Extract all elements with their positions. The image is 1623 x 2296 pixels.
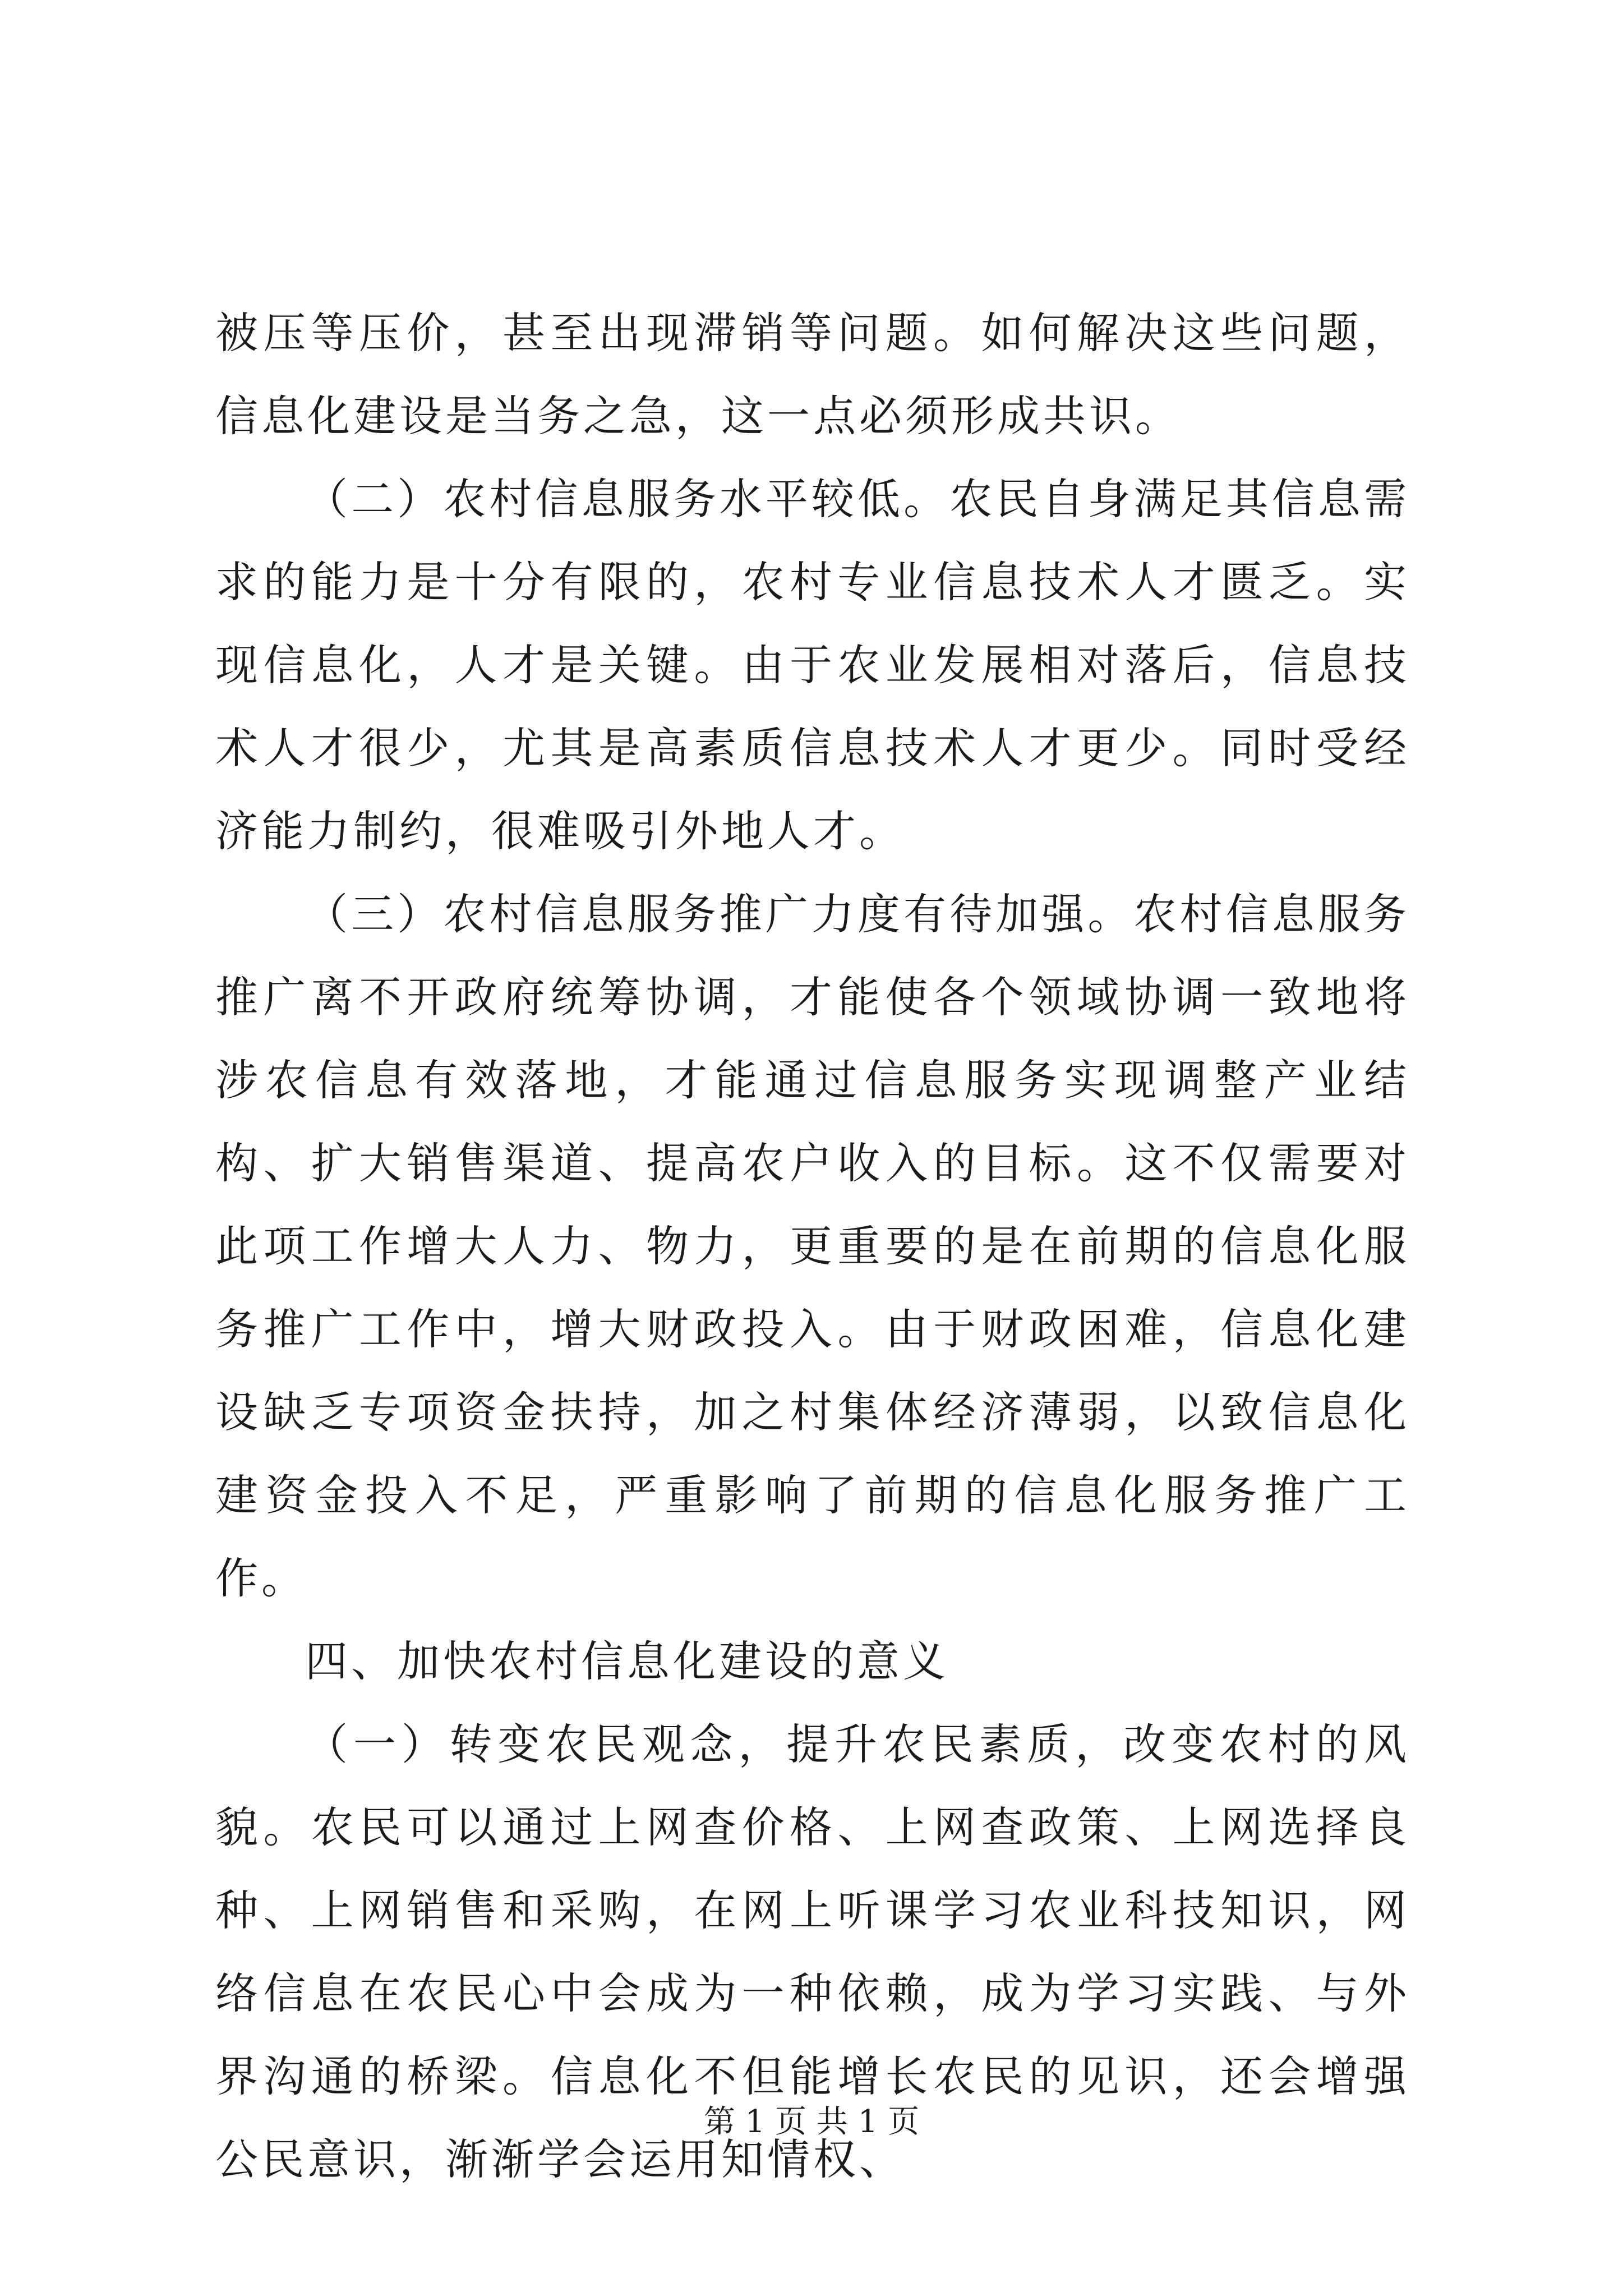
section-heading: 四、加快农村信息化建设的意义 <box>305 1636 949 1686</box>
paragraph-continuation: 被压等压价，甚至出现滞销等问题。如何解决这些问题，信息化建设是当务之急，这一点必须形成共识。 <box>215 308 1410 441</box>
paragraph-change-concepts: （一）转变农民观念，提升农民素质，改变农村的风貌。农民可以通过上网查价格、上网查政策、上网选择良种、上网销售和采购，在网上听课学习农业科技知识，网络信息在农民心中会成为一种依赖，成为学习实践、与外界沟通的桥梁。信息化不但能增长农民的见识，还会增强公民意识，渐渐学会运用知情权、 <box>215 1719 1410 2184</box>
page-footer: 第 1 页 共 1 页 <box>703 2104 920 2140</box>
document-body <box>215 292 1410 2201</box>
paragraph-service-level: （二）农村信息服务水平较低。农民自身满足其信息需求的能力是十分有限的，农村专业信息技术人才匮乏。实现信息化，人才是关键。由于农业发展相对落后，信息技术人才很少，尤其是高素质信息技术人才更少。同时受经济能力制约，很难吸引外地人才。 <box>215 474 1410 856</box>
paragraph-service-promotion: （三）农村信息服务推广力度有待加强。农村信息服务推广离不开政府统筹协调，才能使各个领域协调一致地将涉农信息有效落地，才能通过信息服务实现调整产业结构、扩大销售渠道、提高农户收入的目标。这不仅需要对此项工作增大人力、物力，更重要的是在前期的信息化服务推广工作中，增大财政投入。由于财政困难，信息化建设缺乏专项资金扶持，加之村集体经济薄弱，以致信息化建资金投入不足，严重影响了前期的信息化服务推广工作。 <box>215 889 1410 1603</box>
